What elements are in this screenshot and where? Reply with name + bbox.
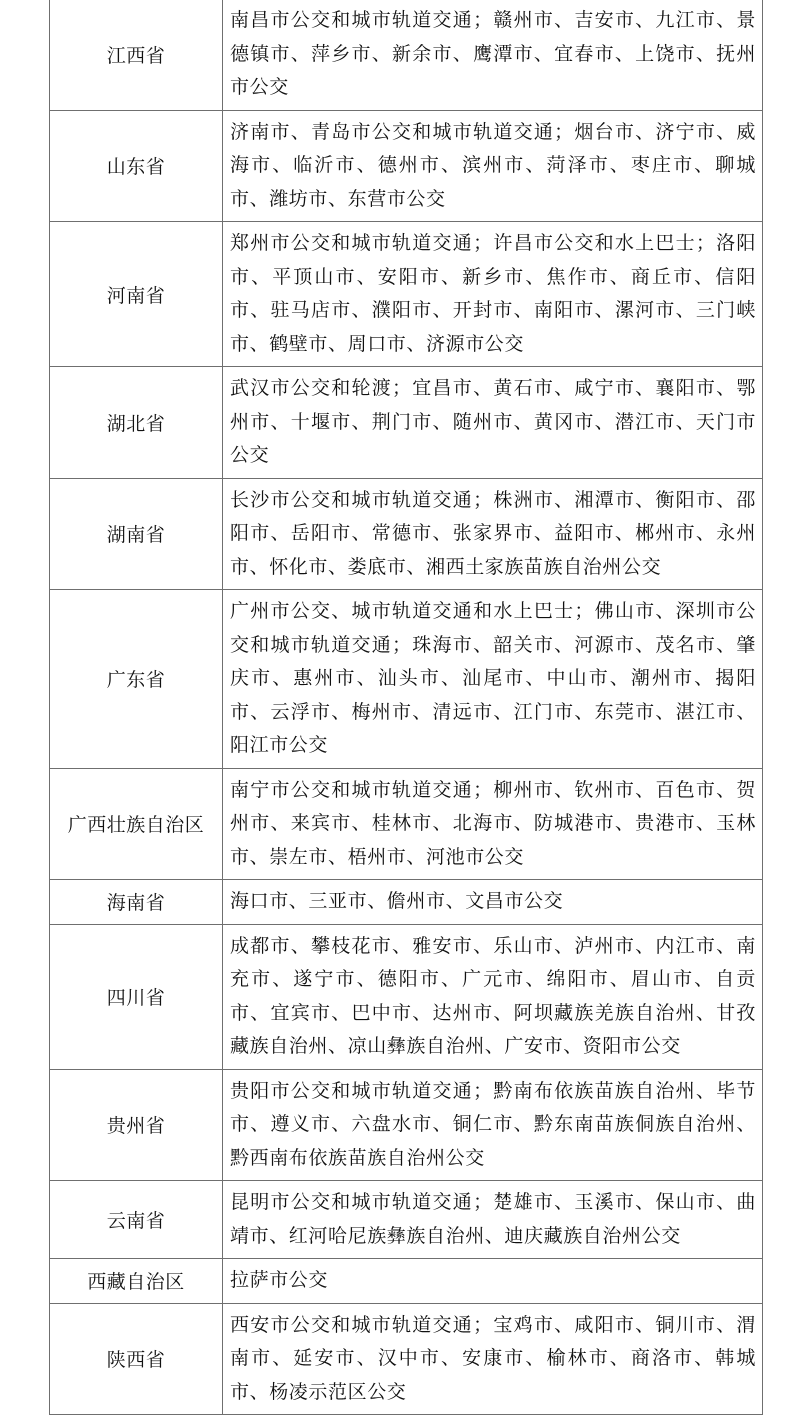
table-row: [50, 478, 763, 590]
province-cell: 江西省: [50, 0, 223, 110]
cities-cell: 成都市、攀枝花市、雅安市、乐山市、泸州市、内江市、南充市、遂宁市、德阳市、广元市、绵阳市、眉山市、自贡市、宜宾市、巴中市、达州市、阿坝藏族羌族自治州、甘孜藏族自治州、凉山彝族自治州、广安市、资阳市公交: [223, 924, 763, 1069]
table-row: [50, 590, 763, 769]
province-cell: 西藏自治区: [50, 1259, 223, 1304]
cities-cell: 拉萨市公交: [223, 1259, 763, 1304]
province-cell: 湖南省: [50, 478, 223, 590]
province-cell: 广西壮族自治区: [50, 768, 223, 880]
province-cell: 贵州省: [50, 1069, 223, 1181]
cities-cell: 西安市公交和城市轨道交通；宝鸡市、咸阳市、铜川市、渭南市、延安市、汉中市、安康市、榆林市、商洛市、韩城市、杨凌示范区公交: [223, 1303, 763, 1415]
table-row: [50, 367, 763, 479]
transit-coverage-table: [49, 0, 763, 1415]
cities-cell: 南昌市公交和城市轨道交通；赣州市、吉安市、九江市、景德镇市、萍乡市、新余市、鹰潭市、宜春市、上饶市、抚州市公交: [223, 0, 763, 110]
province-cell: 广东省: [50, 590, 223, 769]
cities-cell: 长沙市公交和城市轨道交通；株洲市、湘潭市、衡阳市、邵阳市、岳阳市、常德市、张家界市、益阳市、郴州市、永州市、怀化市、娄底市、湘西土家族苗族自治州公交: [223, 478, 763, 590]
table-row: [50, 0, 763, 110]
province-cell: 四川省: [50, 924, 223, 1069]
province-cell: 云南省: [50, 1181, 223, 1259]
cities-cell: 郑州市公交和城市轨道交通；许昌市公交和水上巴士；洛阳市、平顶山市、安阳市、新乡市、焦作市、商丘市、信阳市、驻马店市、濮阳市、开封市、南阳市、漯河市、三门峡市、鹤壁市、周口市、济源市公交: [223, 222, 763, 367]
table-row: [50, 1259, 763, 1304]
table-row: [50, 768, 763, 880]
province-cell: 山东省: [50, 110, 223, 222]
table-row: [50, 924, 763, 1069]
cities-cell: 济南市、青岛市公交和城市轨道交通；烟台市、济宁市、威海市、临沂市、德州市、滨州市、菏泽市、枣庄市、聊城市、潍坊市、东营市公交: [223, 110, 763, 222]
province-cell: 湖北省: [50, 367, 223, 479]
table-row: [50, 1303, 763, 1415]
table-row: [50, 1069, 763, 1181]
table-row: [50, 1181, 763, 1259]
cities-cell: 武汉市公交和轮渡；宜昌市、黄石市、咸宁市、襄阳市、鄂州市、十堰市、荆门市、随州市、黄冈市、潜江市、天门市公交: [223, 367, 763, 479]
cities-cell: 昆明市公交和城市轨道交通；楚雄市、玉溪市、保山市、曲靖市、红河哈尼族彝族自治州、迪庆藏族自治州公交: [223, 1181, 763, 1259]
table-row: [50, 880, 763, 925]
province-cell: 河南省: [50, 222, 223, 367]
province-cell: 陕西省: [50, 1303, 223, 1415]
cities-cell: 南宁市公交和城市轨道交通；柳州市、钦州市、百色市、贺州市、来宾市、桂林市、北海市、防城港市、贵港市、玉林市、崇左市、梧州市、河池市公交: [223, 768, 763, 880]
cities-cell: 贵阳市公交和城市轨道交通；黔南布依族苗族自治州、毕节市、遵义市、六盘水市、铜仁市、黔东南苗族侗族自治州、黔西南布依族苗族自治州公交: [223, 1069, 763, 1181]
table-row: [50, 222, 763, 367]
province-cell: 海南省: [50, 880, 223, 925]
table-row: [50, 110, 763, 222]
cities-cell: 广州市公交、城市轨道交通和水上巴士；佛山市、深圳市公交和城市轨道交通；珠海市、韶关市、河源市、茂名市、肇庆市、惠州市、汕头市、汕尾市、中山市、潮州市、揭阳市、云浮市、梅州市、清远市、江门市、东莞市、湛江市、阳江市公交: [223, 590, 763, 769]
cities-cell: 海口市、三亚市、儋州市、文昌市公交: [223, 880, 763, 925]
